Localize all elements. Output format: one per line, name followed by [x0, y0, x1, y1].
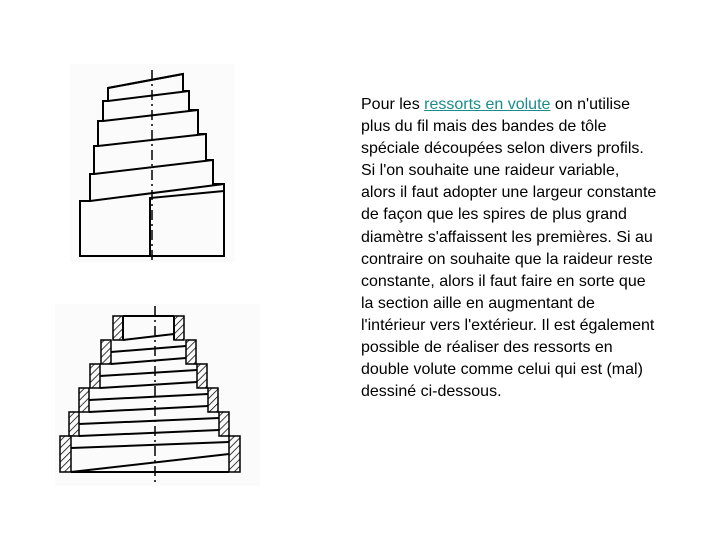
volute-spring-section-figure [55, 304, 260, 486]
volute-spring-elevation-figure [70, 64, 235, 262]
paragraph-intro: Pour les [361, 96, 425, 113]
description-paragraph [361, 94, 657, 403]
volute-springs-link[interactable]: ressorts en volute [424, 96, 551, 113]
paragraph-body: on n'utilise plus du fil mais des bandes de tôle spéciale découpées selon divers profils. Si l'on souhaite une raideur variable, alors il faut adopter une largeur constante de façon que les spires de plus grand diamètre s'affaissent les premières. Si au contraire on souhaite que la raideur reste constante, alors il faut faire en sorte que la section aille en augmentant de l'intérieur vers l'extérieur. Il est également possible de réaliser des ressorts en double volute comme celui qui est (mal) dessiné ci-dessous. [361, 96, 657, 401]
